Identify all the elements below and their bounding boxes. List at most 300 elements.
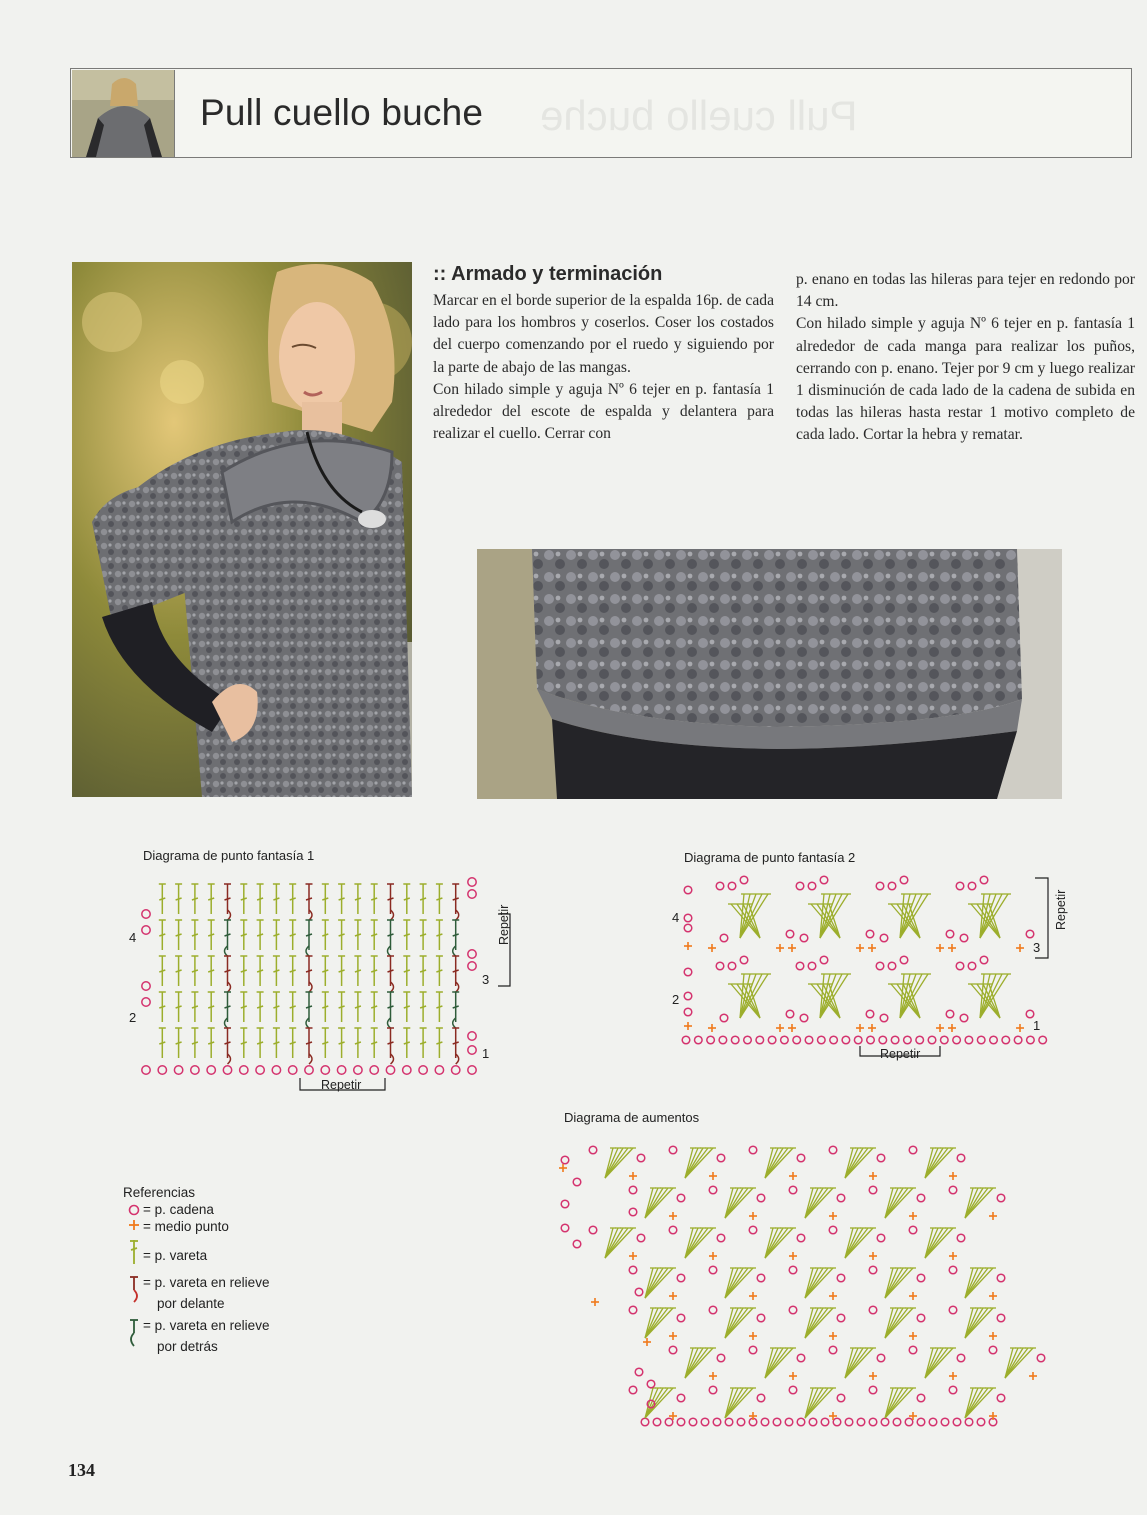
- single-crochet-stitch: [559, 1164, 567, 1172]
- stitch-fan: [645, 1308, 676, 1338]
- chain-stitch: [629, 1306, 637, 1314]
- chain-stitch: [867, 1036, 875, 1044]
- double-crochet-stitch: [322, 920, 329, 950]
- header-title-ghost: Pull cuello buche: [540, 92, 858, 139]
- stitch-fan: [765, 1148, 796, 1178]
- chain-stitch: [1026, 930, 1034, 938]
- chain-stitch: [647, 1380, 655, 1388]
- chain-stitch: [629, 1266, 637, 1274]
- double-crochet-stitch: [257, 1028, 264, 1058]
- double-crochet-stitch: [257, 956, 264, 986]
- double-crochet-stitch: [338, 1028, 345, 1058]
- reference-label: = p. cadena: [143, 1202, 214, 1217]
- chain-stitch: [468, 1046, 476, 1054]
- stitch-fan: [925, 1348, 956, 1378]
- chain-stitch: [946, 930, 954, 938]
- chain-stitch: [684, 968, 692, 976]
- single-crochet-stitch: [868, 1024, 876, 1032]
- double-crochet-stitch: [436, 1028, 443, 1058]
- double-crochet-stitch: [371, 920, 378, 950]
- double-crochet-stitch: [175, 992, 182, 1022]
- single-crochet-stitch: [869, 1252, 877, 1260]
- double-crochet-stitch: [338, 956, 345, 986]
- chain-stitch: [888, 882, 896, 890]
- single-crochet-stitch: [829, 1332, 837, 1340]
- chain-stitch: [637, 1234, 645, 1242]
- stitch-fan: [605, 1148, 636, 1178]
- diagram-2-row-2: 2: [672, 992, 680, 1007]
- chain-stitch: [665, 1418, 673, 1426]
- double-crochet-stitch: [257, 884, 264, 914]
- chain-stitch: [289, 1066, 297, 1074]
- double-crochet-stitch: [257, 920, 264, 950]
- chain-stitch: [820, 956, 828, 964]
- stitch-fan: [725, 1388, 756, 1418]
- chain-stitch: [789, 1186, 797, 1194]
- chain-stitch: [354, 1066, 362, 1074]
- double-crochet-stitch: [224, 956, 231, 986]
- double-crochet-stitch: [403, 1028, 410, 1058]
- reference-label: = p. vareta: [143, 1248, 208, 1263]
- chain-stitch: [809, 1418, 817, 1426]
- double-crochet-stitch: [387, 884, 394, 914]
- chain-stitch: [709, 1386, 717, 1394]
- chain-stitch: [684, 1008, 692, 1016]
- chain-stitch: [956, 962, 964, 970]
- chain-stitch: [797, 1418, 805, 1426]
- single-crochet-stitch: [989, 1212, 997, 1220]
- double-crochet-stitch: [289, 920, 296, 950]
- chain-stitch: [635, 1288, 643, 1296]
- single-crochet-stitch: [709, 1172, 717, 1180]
- chain-stitch: [953, 1418, 961, 1426]
- chain-stitch: [800, 934, 808, 942]
- single-crochet-stitch: [949, 1252, 957, 1260]
- chain-stitch: [740, 876, 748, 884]
- double-crochet-stitch: [371, 884, 378, 914]
- section-heading-text: Armado y terminación: [451, 263, 663, 285]
- chain-stitch: [796, 882, 804, 890]
- chain-stitch: [573, 1240, 581, 1248]
- single-crochet-stitch: [708, 1024, 716, 1032]
- chain-stitch: [917, 1418, 925, 1426]
- chain-stitch: [928, 1036, 936, 1044]
- single-crochet-stitch: [868, 944, 876, 952]
- chain-stitch: [845, 1418, 853, 1426]
- chain-stitch: [1037, 1354, 1045, 1362]
- double-crochet-stitch: [289, 884, 296, 914]
- chain-stitch: [419, 1066, 427, 1074]
- stitch-fan: [885, 1268, 916, 1298]
- double-crochet-stitch: [273, 992, 280, 1022]
- double-crochet-stitch: [387, 956, 394, 986]
- chain-stitch: [869, 1386, 877, 1394]
- double-crochet-stitch: [191, 920, 198, 950]
- double-crochet-stitch: [273, 1028, 280, 1058]
- stitch-fan: [765, 1228, 796, 1258]
- diagram-2-row-3: 3: [1033, 940, 1041, 955]
- stitch-fan: [805, 1188, 836, 1218]
- double-crochet-stitch: [338, 884, 345, 914]
- chain-stitch: [637, 1154, 645, 1162]
- chain-stitch: [573, 1178, 581, 1186]
- single-crochet-stitch: [708, 944, 716, 952]
- diagram-1-repeat-vertical-label: Repetir: [497, 904, 511, 945]
- chain-stitch: [761, 1418, 769, 1426]
- chain-stitch: [728, 882, 736, 890]
- chain-stitch: [716, 962, 724, 970]
- chain-stitch: [720, 1014, 728, 1022]
- double-crochet-stitch: [371, 956, 378, 986]
- single-crochet-stitch: [909, 1332, 917, 1340]
- plus-symbol: [129, 1220, 139, 1230]
- chain-stitch: [468, 1032, 476, 1040]
- stitch-fan: [805, 1308, 836, 1338]
- chain-stitch: [701, 1418, 709, 1426]
- chain-stitch: [1002, 1036, 1010, 1044]
- chain-stitch: [468, 878, 476, 886]
- paragraph: p. enano en todas las hileras para tejer en redondo por 14 cm.: [796, 271, 1135, 311]
- double-crochet-stitch: [354, 992, 361, 1022]
- chain-stitch: [321, 1066, 329, 1074]
- stitch-fan: [845, 1148, 876, 1178]
- chain-stitch: [820, 876, 828, 884]
- single-crochet-stitch: [669, 1332, 677, 1340]
- double-crochet-stitch: [159, 956, 166, 986]
- chain-stitch: [716, 882, 724, 890]
- chain-stitch: [677, 1394, 685, 1402]
- chain-stitch: [689, 1418, 697, 1426]
- chain-stitch: [757, 1274, 765, 1282]
- chain-stitch: [989, 1346, 997, 1354]
- chain-stitch: [949, 1186, 957, 1194]
- chain-stitch: [805, 1036, 813, 1044]
- chain-stitch: [891, 1036, 899, 1044]
- detail-photo: [477, 549, 1062, 799]
- double-crochet-stitch: [273, 956, 280, 986]
- stitch-fan: [965, 1308, 996, 1338]
- double-crochet-stitch: [208, 992, 215, 1022]
- chain-stitch: [876, 882, 884, 890]
- chain-stitch: [869, 1306, 877, 1314]
- single-crochet-stitch: [629, 1172, 637, 1180]
- chain-stitch: [980, 876, 988, 884]
- references-title: Referencias: [123, 1185, 196, 1200]
- double-crochet-stitch: [420, 1028, 427, 1058]
- stitch-fan: [925, 1148, 956, 1178]
- vareta-symbol: [130, 1240, 138, 1264]
- double-crochet-stitch: [208, 920, 215, 950]
- chain-stitch: [854, 1036, 862, 1044]
- chain-stitch: [917, 1314, 925, 1322]
- single-crochet-stitch: [591, 1298, 599, 1306]
- chain-stitch: [1039, 1036, 1047, 1044]
- single-crochet-stitch: [829, 1292, 837, 1300]
- single-crochet-stitch: [909, 1292, 917, 1300]
- chain-stitch: [837, 1274, 845, 1282]
- chain-stitch: [709, 1186, 717, 1194]
- chain-stitch: [888, 962, 896, 970]
- double-crochet-stitch: [387, 1028, 394, 1058]
- double-crochet-stitch: [420, 920, 427, 950]
- diagram-1-title: Diagrama de punto fantasía 1: [143, 848, 315, 863]
- chain-stitch: [709, 1306, 717, 1314]
- single-crochet-stitch: [749, 1332, 757, 1340]
- double-crochet-stitch: [354, 920, 361, 950]
- double-crochet-stitch: [306, 992, 313, 1022]
- chain-stitch: [629, 1208, 637, 1216]
- stitch-fan: [885, 1388, 916, 1418]
- stitch-fan: [645, 1268, 676, 1298]
- single-crochet-stitch: [669, 1292, 677, 1300]
- chain-stitch: [669, 1346, 677, 1354]
- double-crochet-stitch: [306, 956, 313, 986]
- single-crochet-stitch: [684, 1022, 692, 1030]
- chain-stitch: [370, 1066, 378, 1074]
- stitch-fan: [845, 1228, 876, 1258]
- diagram-1-chart: [130, 870, 530, 1100]
- double-crochet-stitch: [403, 920, 410, 950]
- double-crochet-stitch: [240, 1028, 247, 1058]
- double-crochet-stitch: [224, 884, 231, 914]
- chain-stitch: [877, 1354, 885, 1362]
- chain-stitch: [829, 1146, 837, 1154]
- chain-stitch: [876, 962, 884, 970]
- chain-stitch: [786, 930, 794, 938]
- chain-symbol: [130, 1206, 139, 1215]
- double-crochet-stitch: [257, 992, 264, 1022]
- single-crochet-stitch: [949, 1372, 957, 1380]
- stitch-fan: [725, 1188, 756, 1218]
- chain-stitch: [757, 1314, 765, 1322]
- chain-stitch: [757, 1194, 765, 1202]
- single-crochet-stitch: [869, 1172, 877, 1180]
- single-crochet-stitch: [829, 1212, 837, 1220]
- text-column-1: [433, 290, 774, 445]
- single-crochet-stitch: [669, 1212, 677, 1220]
- single-crochet-stitch: [1016, 1024, 1024, 1032]
- double-crochet-stitch: [354, 1028, 361, 1058]
- double-crochet-stitch: [420, 884, 427, 914]
- stitch-fan: [885, 1188, 916, 1218]
- diagram-1-row-1: 1: [482, 1046, 490, 1061]
- single-crochet-stitch: [948, 944, 956, 952]
- chain-stitch: [709, 1266, 717, 1274]
- chain-stitch: [468, 1066, 476, 1074]
- stitch-fan: [765, 1348, 796, 1378]
- chain-stitch: [879, 1036, 887, 1044]
- double-crochet-stitch: [387, 920, 394, 950]
- double-crochet-stitch: [240, 956, 247, 986]
- reference-label-line2: por delante: [157, 1296, 225, 1311]
- chain-stitch: [990, 1036, 998, 1044]
- chain-stitch: [684, 886, 692, 894]
- stitch-fan: [685, 1348, 716, 1378]
- double-crochet-stitch: [354, 884, 361, 914]
- chain-stitch: [142, 910, 150, 918]
- chain-stitch: [968, 882, 976, 890]
- double-crochet-stitch: [273, 920, 280, 950]
- chain-stitch: [757, 1394, 765, 1402]
- single-crochet-stitch: [749, 1292, 757, 1300]
- chain-stitch: [720, 934, 728, 942]
- chain-stitch: [893, 1418, 901, 1426]
- stitch-fan: [725, 1268, 756, 1298]
- chain-stitch: [337, 1066, 345, 1074]
- chain-stitch: [142, 982, 150, 990]
- chain-stitch: [707, 1036, 715, 1044]
- double-crochet-stitch: [289, 956, 296, 986]
- single-crochet-stitch: [1016, 944, 1024, 952]
- double-crochet-stitch: [208, 1028, 215, 1058]
- stitch-fan: [885, 1308, 916, 1338]
- double-crochet-stitch: [452, 956, 459, 986]
- chain-stitch: [785, 1418, 793, 1426]
- reference-label: = p. vareta en relieve: [143, 1318, 270, 1333]
- chain-stitch: [158, 1066, 166, 1074]
- chain-stitch: [997, 1274, 1005, 1282]
- chain-stitch: [641, 1418, 649, 1426]
- chain-stitch: [880, 1014, 888, 1022]
- diagram-3-chart: [555, 1132, 1075, 1432]
- single-crochet-stitch: [788, 1024, 796, 1032]
- chain-stitch: [917, 1274, 925, 1282]
- double-crochet-stitch: [403, 884, 410, 914]
- chain-stitch: [749, 1226, 757, 1234]
- section-heading: [433, 263, 662, 286]
- chain-stitch: [768, 1036, 776, 1044]
- chain-stitch: [877, 1234, 885, 1242]
- double-crochet-stitch: [387, 992, 394, 1022]
- single-crochet-stitch: [789, 1372, 797, 1380]
- double-crochet-stitch: [322, 992, 329, 1022]
- chain-stitch: [797, 1154, 805, 1162]
- double-crochet-stitch: [208, 956, 215, 986]
- double-crochet-stitch: [371, 992, 378, 1022]
- chain-stitch: [737, 1418, 745, 1426]
- double-crochet-stitch: [273, 884, 280, 914]
- chain-stitch: [1014, 1036, 1022, 1044]
- chain-stitch: [305, 1066, 313, 1074]
- double-crochet-stitch: [436, 956, 443, 986]
- chain-stitch: [713, 1418, 721, 1426]
- double-crochet-stitch: [224, 992, 231, 1022]
- double-crochet-stitch: [452, 992, 459, 1022]
- chain-stitch: [684, 924, 692, 932]
- chain-stitch: [997, 1194, 1005, 1202]
- double-crochet-stitch: [354, 956, 361, 986]
- double-crochet-stitch: [175, 956, 182, 986]
- chain-stitch: [818, 1036, 826, 1044]
- single-crochet-stitch: [869, 1372, 877, 1380]
- chain-stitch: [965, 1418, 973, 1426]
- chain-stitch: [740, 956, 748, 964]
- stitch-fan: [725, 1308, 756, 1338]
- chain-stitch: [866, 930, 874, 938]
- paragraph: Marcar en el borde superior de la espalda 16p. de cada lado para los hombros y coserlos. Coser los costados del cuerpo comenzando por el ruedo y siguiendo por la parte de abajo de las mangas.: [433, 292, 774, 376]
- chain-stitch: [968, 962, 976, 970]
- chain-stitch: [749, 1146, 757, 1154]
- chain-stitch: [719, 1036, 727, 1044]
- diagram-2-row-4: 4: [672, 910, 680, 925]
- diagram-2-row-1: 1: [1033, 1018, 1041, 1033]
- chain-stitch: [957, 1154, 965, 1162]
- double-crochet-stitch: [452, 920, 459, 950]
- single-crochet-stitch: [776, 944, 784, 952]
- chain-stitch: [468, 950, 476, 958]
- chain-stitch: [842, 1036, 850, 1044]
- chain-stitch: [900, 956, 908, 964]
- chain-stitch: [900, 876, 908, 884]
- chain-stitch: [917, 1394, 925, 1402]
- chain-stitch: [808, 962, 816, 970]
- chain-stitch: [725, 1418, 733, 1426]
- double-crochet-stitch: [452, 884, 459, 914]
- single-crochet-stitch: [1029, 1372, 1037, 1380]
- stitch-fan: [1005, 1348, 1036, 1378]
- chain-stitch: [941, 1418, 949, 1426]
- chain-stitch: [957, 1354, 965, 1362]
- chain-stitch: [653, 1418, 661, 1426]
- double-crochet-stitch: [159, 1028, 166, 1058]
- double-crochet-stitch: [322, 1028, 329, 1058]
- double-crochet-stitch: [191, 992, 198, 1022]
- single-crochet-stitch: [749, 1212, 757, 1220]
- single-crochet-stitch: [856, 944, 864, 952]
- stitch-fan: [605, 1228, 636, 1258]
- chain-stitch: [929, 1418, 937, 1426]
- chain-stitch: [684, 914, 692, 922]
- chain-stitch: [386, 1066, 394, 1074]
- paragraph: Con hilado simple y aguja Nº 6 tejer en p. fantasía 1 alrededor del escote de espalda y delantera para realizar el cuello. Cerrar con: [433, 380, 774, 443]
- chain-stitch: [957, 1234, 965, 1242]
- double-crochet-stitch: [159, 884, 166, 914]
- single-crochet-stitch: [709, 1252, 717, 1260]
- chain-stitch: [781, 1036, 789, 1044]
- chain-stitch: [744, 1036, 752, 1044]
- chain-stitch: [717, 1154, 725, 1162]
- stitch-fan: [685, 1148, 716, 1178]
- chain-stitch: [904, 1036, 912, 1044]
- chain-stitch: [789, 1306, 797, 1314]
- double-crochet-stitch: [306, 1028, 313, 1058]
- chain-stitch: [731, 1036, 739, 1044]
- chain-stitch: [797, 1354, 805, 1362]
- double-crochet-stitch: [208, 884, 215, 914]
- text-column-2: [796, 269, 1135, 447]
- stitch-fan: [845, 1348, 876, 1378]
- chain-stitch: [977, 1418, 985, 1426]
- single-crochet-stitch: [789, 1252, 797, 1260]
- chain-stitch: [946, 1010, 954, 1018]
- double-crochet-stitch: [403, 956, 410, 986]
- chain-stitch: [717, 1354, 725, 1362]
- chain-stitch: [207, 1066, 215, 1074]
- chain-stitch: [684, 992, 692, 1000]
- stitch-fan: [805, 1388, 836, 1418]
- diagram-2-title: Diagrama de punto fantasía 2: [684, 850, 856, 865]
- double-crochet-stitch: [306, 920, 313, 950]
- single-crochet-stitch: [936, 944, 944, 952]
- chain-stitch: [869, 1266, 877, 1274]
- single-crochet-stitch: [684, 942, 692, 950]
- stitch-fan: [805, 1268, 836, 1298]
- single-crochet-stitch: [709, 1372, 717, 1380]
- chain-stitch: [857, 1418, 865, 1426]
- chain-stitch: [821, 1418, 829, 1426]
- chain-stitch: [142, 1066, 150, 1074]
- reference-label: = medio punto: [143, 1219, 229, 1234]
